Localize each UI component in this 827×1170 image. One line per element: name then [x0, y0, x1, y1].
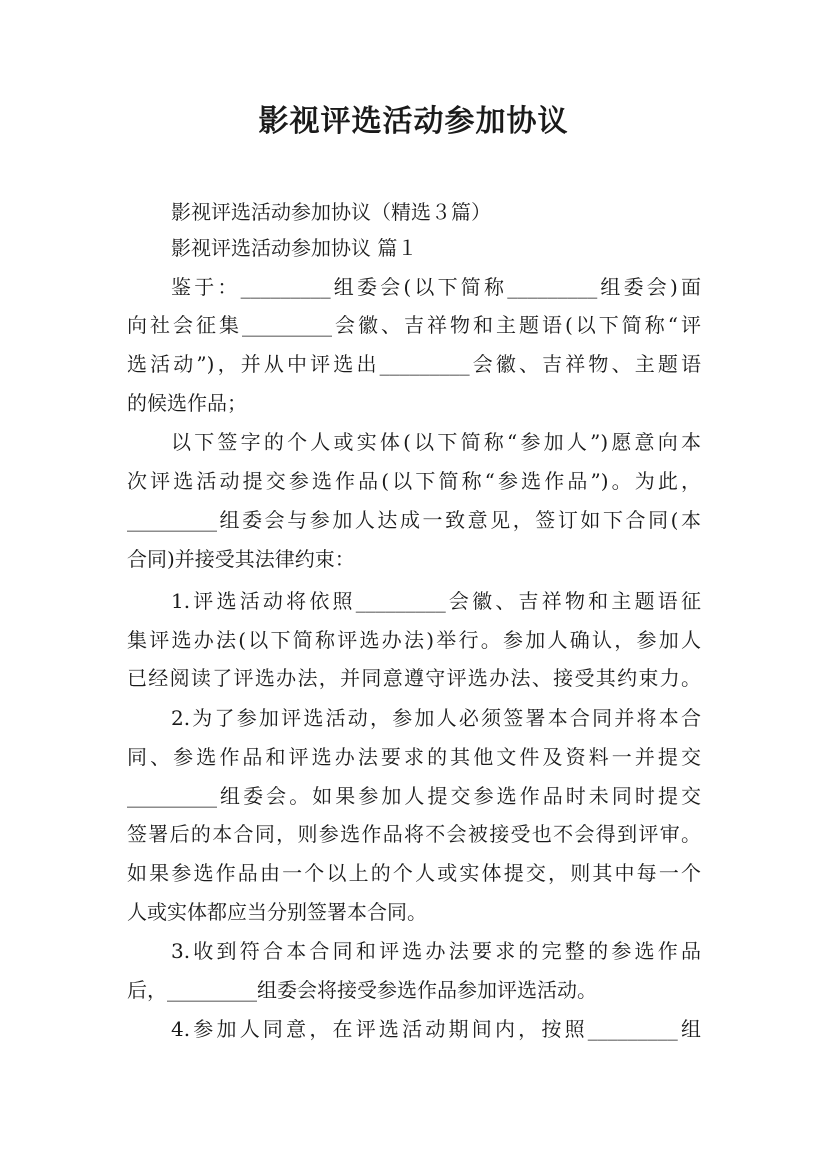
- paragraph-line: 集评选办法(以下简称评选办法)举行。参加人确认，参加人: [127, 628, 701, 652]
- paragraph-line: 向社会征集_________会徽、吉祥物和主题语(以下简称“评: [127, 313, 701, 337]
- paragraph-line: 的候选作品；: [127, 391, 247, 415]
- paragraph-line: 如果参选作品由一个以上的个人或实体提交，则其中每一个: [127, 861, 701, 885]
- paragraph-line: 选活动”)，并从中评选出_________会徽、吉祥物、主题语: [127, 352, 701, 376]
- paragraph-line: 4.参加人同意，在评选活动期间内，按照_________组: [171, 1017, 701, 1041]
- paragraph-line: 次评选活动提交参选作品(以下简称“参选作品”)。为此，: [127, 469, 701, 493]
- paragraph-line: 同、参选作品和评选办法要求的其他文件及资料一并提交: [127, 745, 701, 769]
- paragraph-line: 1.评选活动将依照_________会徽、吉祥物和主题语征: [171, 589, 701, 613]
- subtitle-line: 影视评选活动参加协议（精选３篇）: [171, 200, 491, 224]
- paragraph-line: 已经阅读了评选办法，并同意遵守评选办法、接受其约束力。: [127, 666, 701, 690]
- paragraph-line: 合同)并接受其法律约束：: [127, 547, 355, 571]
- paragraph-line: 签署后的本合同，则参选作品将不会被接受也不会得到评审。: [127, 822, 701, 846]
- document-title: 影视评选活动参加协议: [258, 104, 569, 139]
- paragraph-line: 人或实体都应当分别签署本合同。: [127, 900, 427, 924]
- paragraph-line: _________组委会与参加人达成一致意见，签订如下合同(本: [127, 508, 701, 532]
- paragraph-line: 2.为了参加评选活动，参加人必须签署本合同并将本合: [171, 706, 701, 730]
- paragraph-line: 后，_________组委会将接受参选作品参加评选活动。: [127, 978, 597, 1002]
- paragraph-line: 以下签字的个人或实体(以下简称“参加人”)愿意向本: [171, 430, 701, 454]
- section-heading: 影视评选活动参加协议 篇１: [171, 236, 418, 260]
- paragraph-line: _________组委会。如果参加人提交参选作品时未同时提交: [127, 784, 701, 808]
- paragraph-line: 3.收到符合本合同和评选办法要求的完整的参选作品: [171, 939, 701, 963]
- paragraph-line: 鉴于：_________组委会(以下简称_________组委会)面: [171, 275, 701, 299]
